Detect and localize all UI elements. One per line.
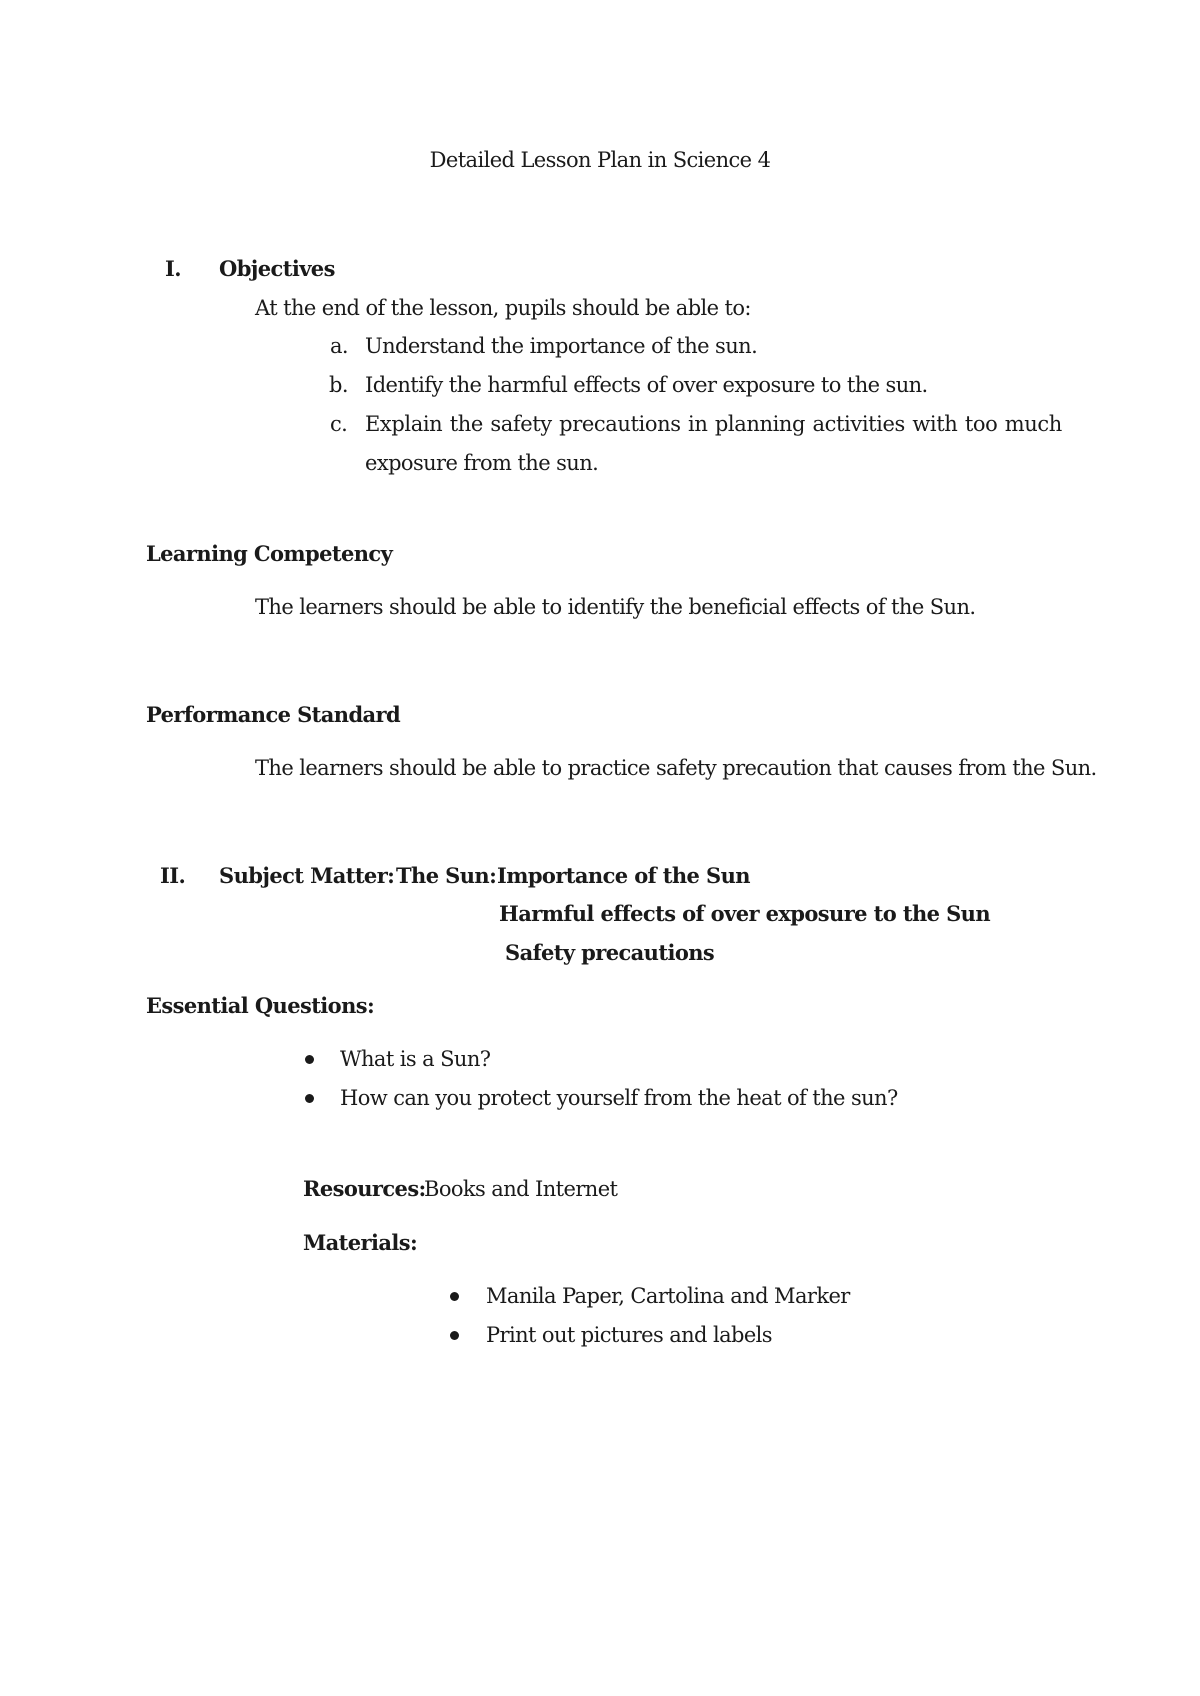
resources-value: Books and Internet xyxy=(424,1177,618,1201)
section2-numeral: II. xyxy=(160,863,186,888)
objective-c-word: in xyxy=(688,412,708,436)
subject-topic-1: Importance of the Sun xyxy=(497,863,750,888)
materials-heading: Materials: xyxy=(303,1230,418,1255)
objective-c-word: precautions xyxy=(559,412,681,436)
objective-c-line1 xyxy=(365,410,1062,438)
objective-c-word: with xyxy=(912,412,958,436)
subject-topic-3: Safety precautions xyxy=(505,940,715,965)
subject-matter-label: Subject Matter: xyxy=(219,863,395,888)
essential-question-1: What is a Sun? xyxy=(340,1047,491,1071)
objective-a: Understand the importance of the sun. xyxy=(365,334,758,358)
objective-c-word: activities xyxy=(812,412,905,436)
bullet-icon xyxy=(450,1331,459,1340)
document-title: Detailed Lesson Plan in Science 4 xyxy=(429,148,771,172)
material-item-1: Manila Paper, Cartolina and Marker xyxy=(486,1284,850,1308)
bullet-icon xyxy=(450,1292,459,1301)
objective-c-word: safety xyxy=(490,412,552,436)
objective-marker-b: b. xyxy=(329,373,348,397)
objective-c-word: Explain xyxy=(365,412,443,436)
objectives-intro: At the end of the lesson, pupils should be able to: xyxy=(255,296,751,320)
objective-c-word: the xyxy=(449,412,483,436)
learning-competency-heading: Learning Competency xyxy=(146,541,393,566)
essential-question-2: How can you protect yourself from the heat of the sun? xyxy=(340,1086,898,1110)
objective-marker-a: a. xyxy=(330,334,348,358)
objective-c-word: planning xyxy=(714,412,806,436)
objective-marker-c: c. xyxy=(330,412,348,436)
subject-topic-2: Harmful effects of over exposure to the Sun xyxy=(499,901,990,926)
subject-matter-prefix: The Sun: xyxy=(396,863,497,888)
essential-questions-heading: Essential Questions: xyxy=(146,993,375,1018)
performance-standard-heading: Performance Standard xyxy=(146,702,401,727)
performance-standard-text: The learners should be able to practice safety precaution that causes from the Sun. xyxy=(255,756,1097,780)
resources-label: Resources: xyxy=(303,1176,426,1201)
bullet-icon xyxy=(305,1055,314,1064)
learning-competency-text: The learners should be able to identify the beneficial effects of the Sun. xyxy=(255,595,976,619)
material-item-2: Print out pictures and labels xyxy=(486,1323,772,1347)
section1-heading: Objectives xyxy=(219,256,335,281)
objective-c-word: much xyxy=(1004,412,1062,436)
objective-b: Identify the harmful effects of over exposure to the sun. xyxy=(365,373,928,397)
bullet-icon xyxy=(305,1094,314,1103)
objective-c-line2: exposure from the sun. xyxy=(365,451,599,475)
section1-numeral: I. xyxy=(165,256,181,281)
objective-c-word: too xyxy=(964,412,998,436)
